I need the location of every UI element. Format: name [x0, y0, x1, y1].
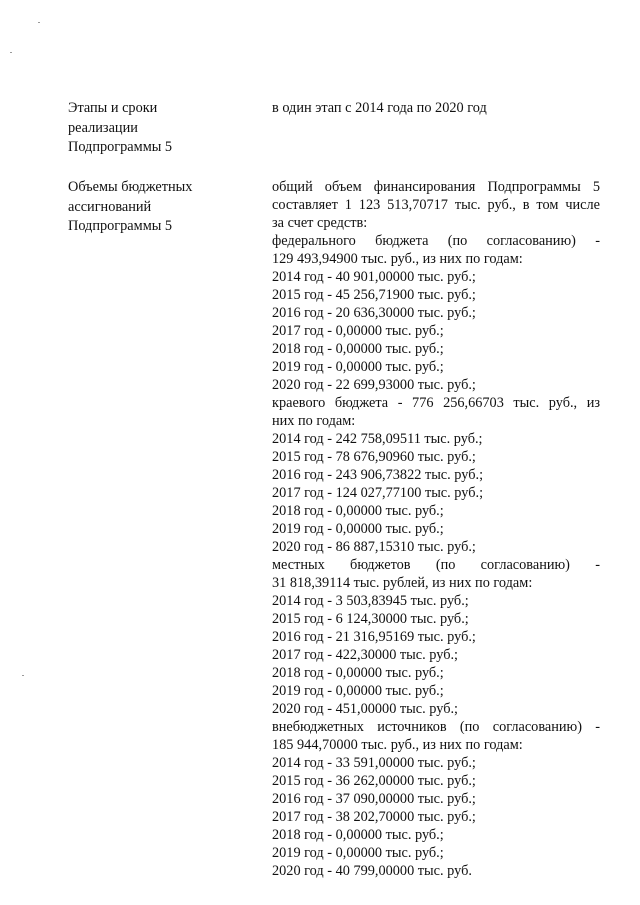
- budget-value-line: 2014 год - 242 758,09511 тыс. руб.;: [272, 431, 483, 447]
- budget-value-line: краевого бюджета - 776 256,66703 тыс. руб., из: [272, 395, 600, 411]
- budget-value-line: 129 493,94900 тыс. руб., из них по годам:: [272, 251, 523, 267]
- budget-label: [68, 178, 253, 237]
- budget-value-line: 2020 год - 40 799,00000 тыс. руб.: [272, 863, 472, 879]
- budget-value-line: 2019 год - 0,00000 тыс. руб.;: [272, 683, 444, 699]
- stages-label-line: Подпрограммы 5: [68, 139, 173, 155]
- budget-value-line: 2017 год - 0,00000 тыс. руб.;: [272, 323, 444, 339]
- budget-value-line: 2014 год - 33 591,00000 тыс. руб.;: [272, 755, 476, 771]
- budget-label-line: Подпрограммы 5: [68, 218, 173, 234]
- budget-value-line: 31 818,39114 тыс. рублей, из них по годам:: [272, 575, 533, 591]
- stages-value: [272, 99, 600, 117]
- budget-value: [272, 178, 600, 880]
- budget-label-line: ассигнований: [68, 198, 152, 215]
- budget-value-line: 2018 год - 0,00000 тыс. руб.;: [272, 665, 444, 681]
- budget-value-line: федерального бюджета (по согласованию) -: [272, 233, 600, 249]
- scan-speck: [10, 52, 12, 53]
- stages-label-line: реализации: [68, 119, 138, 136]
- budget-value-line: внебюджетных источников (по согласованию) -: [272, 719, 600, 735]
- budget-value-line: 2015 год - 78 676,90960 тыс. руб.;: [272, 449, 476, 465]
- budget-value-line: 2017 год - 38 202,70000 тыс. руб.;: [272, 809, 476, 825]
- budget-value-line: 2015 год - 45 256,71900 тыс. руб.;: [272, 287, 476, 303]
- budget-value-line: 2018 год - 0,00000 тыс. руб.;: [272, 503, 444, 519]
- budget-value-line: 2014 год - 3 503,83945 тыс. руб.;: [272, 593, 469, 609]
- scan-speck: [22, 675, 24, 676]
- scan-speck: [38, 22, 40, 23]
- budget-value-line: 2020 год - 86 887,15310 тыс. руб.;: [272, 539, 476, 555]
- budget-value-line: 185 944,70000 тыс. руб., из них по годам:: [272, 737, 523, 753]
- budget-value-line: 2015 год - 36 262,00000 тыс. руб.;: [272, 773, 476, 789]
- budget-value-line: 2015 год - 6 124,30000 тыс. руб.;: [272, 611, 469, 627]
- budget-value-line: 2018 год - 0,00000 тыс. руб.;: [272, 341, 444, 357]
- stages-label-line: Этапы и сроки: [68, 100, 158, 116]
- budget-value-line: 2016 год - 243 906,73822 тыс. руб.;: [272, 467, 484, 483]
- budget-value-line: составляет 1 123 513,70717 тыс. руб., в том числе: [272, 197, 600, 213]
- budget-value-line: 2014 год - 40 901,00000 тыс. руб.;: [272, 269, 476, 285]
- budget-value-line: 2020 год - 22 699,93000 тыс. руб.;: [272, 377, 476, 393]
- budget-value-line: 2020 год - 451,00000 тыс. руб.;: [272, 701, 459, 717]
- budget-value-line: 2016 год - 21 316,95169 тыс. руб.;: [272, 629, 476, 645]
- budget-value-line: 2016 год - 37 090,00000 тыс. руб.;: [272, 791, 476, 807]
- budget-value-line: 2019 год - 0,00000 тыс. руб.;: [272, 359, 444, 375]
- budget-value-line: 2018 год - 0,00000 тыс. руб.;: [272, 827, 444, 843]
- budget-value-line: 2017 год - 422,30000 тыс. руб.;: [272, 647, 459, 663]
- budget-value-line: 2019 год - 0,00000 тыс. руб.;: [272, 845, 444, 861]
- budget-value-line: за счет средств:: [272, 215, 368, 231]
- stages-value-text: в один этап с 2014 года по 2020 год: [272, 100, 487, 116]
- budget-value-line: 2016 год - 20 636,30000 тыс. руб.;: [272, 305, 476, 321]
- budget-value-line: общий объем финансирования Подпрограммы 5: [272, 179, 600, 195]
- budget-value-line: местных бюджетов (по согласованию) -: [272, 557, 600, 573]
- stages-label: [68, 99, 253, 158]
- budget-value-line: 2017 год - 124 027,77100 тыс. руб.;: [272, 485, 484, 501]
- budget-value-line: них по годам:: [272, 413, 356, 429]
- budget-value-line: 2019 год - 0,00000 тыс. руб.;: [272, 521, 444, 537]
- budget-label-line: Объемы бюджетных: [68, 179, 193, 195]
